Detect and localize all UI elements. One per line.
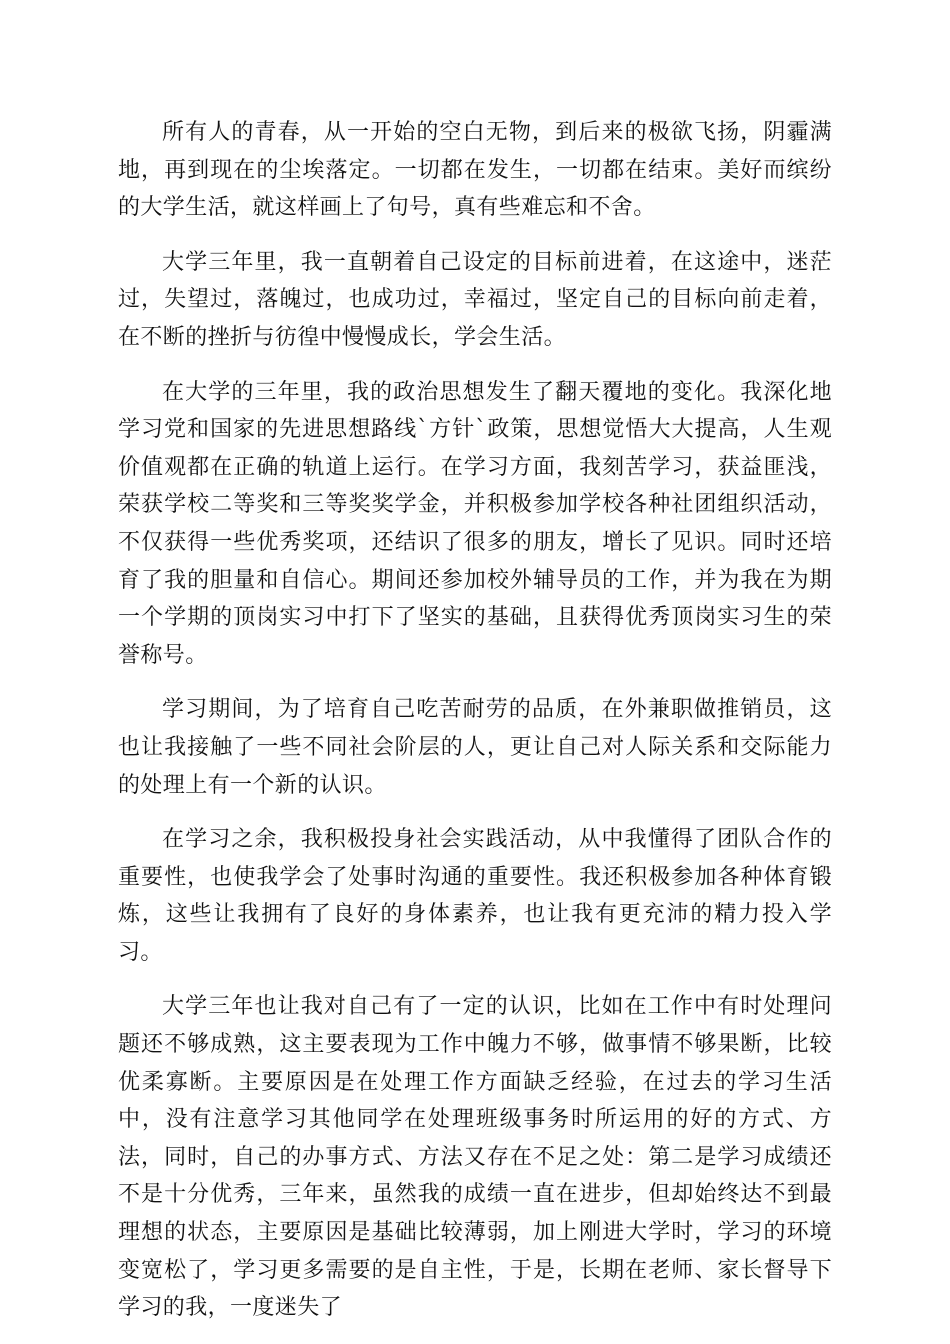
paragraph-1: 所有人的青春，从一开始的空白无物，到后来的极欲飞扬，阴霾满地，再到现在的尘埃落定。一切都在发生，一切都在结束。美好而缤纷的大学生活，就这样画上了句号，真有些难忘和不舍。 <box>118 120 832 221</box>
paragraph-4: 学习期间，为了培育自己吃苦耐劳的品质，在外兼职做推销员，这也让我接触了一些不同社会阶层的人，更让自己对人际关系和交际能力的处理上有一个新的认识。 <box>118 697 832 798</box>
document-body <box>118 114 832 1344</box>
paragraph-2: 大学三年里，我一直朝着自己设定的目标前进着，在这途中，迷茫过，失望过，落魄过，也成功过，幸福过，坚定自己的目标向前走着，在不断的挫折与彷徨中慢慢成长，学会生活。 <box>118 249 832 350</box>
paragraph-6: 大学三年也让我对自己有了一定的认识，比如在工作中有时处理问题还不够成熟，这主要表现为工作中魄力不够，做事情不够果断，比较优柔寡断。主要原因是在处理工作方面缺乏经验，在过去的学习生活中，没有注意学习其他同学在处理班级事务时所运用的好的方式、方法，同时，自己的办事方式、方法又存在不足之处：第二是学习成绩还不是十分优秀，三年来，虽然我的成绩一直在进步，但却始终达不到最理想的状态，主要原因是基础比较薄弱，加上刚进大学时，学习的环境变宽松了，学习更多需要的是自主性，于是，长期在老师、家长督导下学习的我，一度迷失了 <box>118 994 832 1321</box>
paragraph-5: 在学习之余，我积极投身社会实践活动，从中我懂得了团队合作的重要性，也使我学会了处事时沟通的重要性。我还积极参加各种体育锻炼，这些让我拥有了良好的身体素养，也让我有更充沛的精力投入学习。 <box>118 827 832 965</box>
paragraph-3: 在大学的三年里，我的政治思想发生了翻天覆地的变化。我深化地学习党和国家的先进思想路线`方针`政策，思想觉悟大大提高，人生观价值观都在正确的轨道上运行。在学习方面，我刻苦学习，获益匪浅，荣获学校二等奖和三等奖奖学金，并积极参加学校各种社团组织活动，不仅获得一些优秀奖项，还结识了很多的朋友，增长了见识。同时还培育了我的胆量和自信心。期间还参加校外辅导员的工作，并为我在为期一个学期的顶岗实习中打下了坚实的基础，且获得优秀顶岗实习生的荣誉称号。 <box>118 379 832 668</box>
